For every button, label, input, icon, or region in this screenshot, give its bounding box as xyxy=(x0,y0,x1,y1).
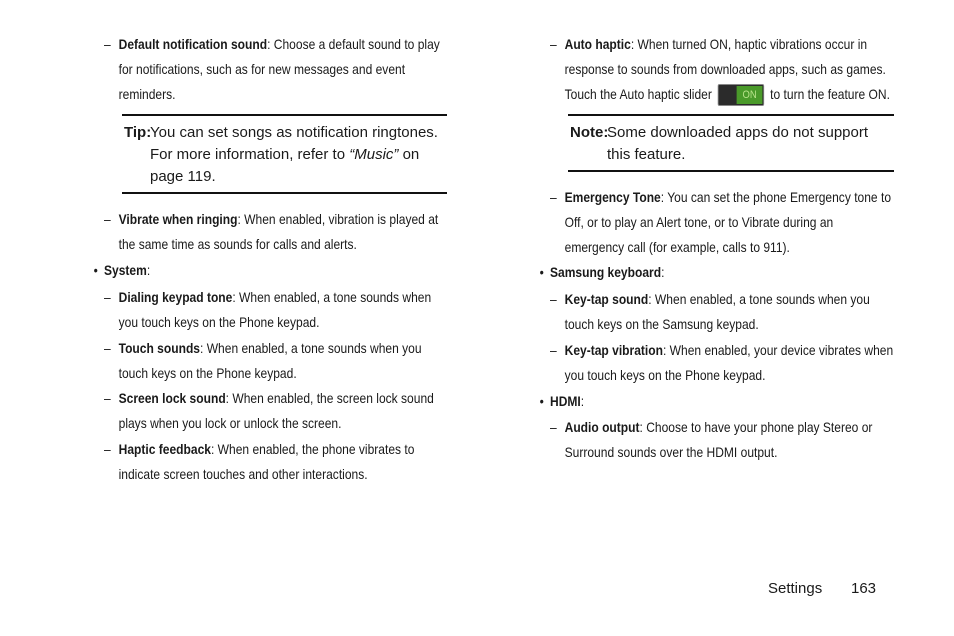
item-term: Key-tap sound xyxy=(564,291,649,307)
item-term: Touch sounds xyxy=(118,340,200,356)
list-item-auto-haptic xyxy=(550,32,896,107)
toggle-on-knob: ON xyxy=(737,86,763,104)
list-item-key-tap-vibration xyxy=(550,338,896,388)
item-description: : xyxy=(146,262,151,278)
note-box xyxy=(568,114,894,172)
item-description: : When enabled, a tone sounds when you touch keys on the Phone keypad. xyxy=(118,289,432,330)
dash-marker: – xyxy=(104,211,111,227)
dash-marker: – xyxy=(550,189,557,205)
list-item-key-tap-sound xyxy=(550,287,896,337)
bullet-marker: • xyxy=(539,393,544,409)
list-item-audio-output xyxy=(550,415,896,465)
dash-marker: – xyxy=(550,36,557,52)
item-term: HDMI xyxy=(550,393,581,409)
item-description: : You can set the phone Emergency tone to Off, or to play an Alert tone, or to Vibrate during an emergency call (for example, calls to 911). xyxy=(564,189,892,255)
list-item-default-notification-sound xyxy=(104,32,450,107)
item-description: : When enabled, vibration is played at the same time as sounds for calls and alerts. xyxy=(118,211,439,252)
item-description: : xyxy=(580,393,585,409)
item-term: Haptic feedback xyxy=(118,441,211,457)
item-term: System xyxy=(104,262,147,278)
note-label: Note: xyxy=(570,124,609,141)
list-item-dialing-keypad-tone xyxy=(104,285,450,335)
auto-haptic-toggle[interactable] xyxy=(718,84,764,106)
list-item-system xyxy=(93,258,402,283)
list-item-emergency-tone xyxy=(550,185,896,260)
tip-label: Tip: xyxy=(124,124,152,141)
item-term: Screen lock sound xyxy=(118,390,226,406)
list-item-screen-lock-sound xyxy=(104,386,450,436)
dash-marker: – xyxy=(550,419,557,435)
item-term: Samsung keyboard xyxy=(550,264,662,280)
dash-marker: – xyxy=(104,441,111,457)
list-item-haptic-feedback xyxy=(104,437,450,487)
item-description: : When turned ON, haptic vibrations occur in response to sounds from downloaded apps, such as games. Touch the Auto haptic slider xyxy=(564,36,886,102)
item-description: : Choose to have your phone play Stereo or Surround sounds over the HDMI output. xyxy=(564,419,873,460)
item-description: : When enabled, your device vibrates when you touch keys on the Phone keypad. xyxy=(564,342,894,383)
item-term: Key-tap vibration xyxy=(564,342,663,358)
list-item-touch-sounds xyxy=(104,336,450,386)
footer-section-name: Settings xyxy=(768,580,823,597)
tip-box xyxy=(122,114,447,194)
list-item-hdmi xyxy=(539,389,848,414)
item-description: : When enabled, the screen lock sound plays when you lock or unlock the screen. xyxy=(118,390,434,431)
tip-link-music[interactable]: “Music” xyxy=(349,146,399,163)
tip-text: You can set songs as notification ringtones. For more information, refer to xyxy=(150,124,438,163)
item-term: Auto haptic xyxy=(564,36,631,52)
bullet-marker: • xyxy=(93,262,98,278)
dash-marker: – xyxy=(104,289,111,305)
list-item-vibrate-when-ringing xyxy=(104,207,450,257)
footer-page-number: 163 xyxy=(851,580,877,597)
item-description: : When enabled, the phone vibrates to indicate screen touches and other interactions. xyxy=(118,441,415,482)
item-description: : When enabled, a tone sounds when you touch keys on the Samsung keypad. xyxy=(564,291,870,332)
dash-marker: – xyxy=(104,36,111,52)
dash-marker: – xyxy=(104,340,111,356)
tip-text-after: on page 119. xyxy=(150,146,420,185)
note-text: Some downloaded apps do not support this feature. xyxy=(607,124,869,163)
item-term: Emergency Tone xyxy=(564,189,661,205)
item-term: Vibrate when ringing xyxy=(118,211,238,227)
item-term: Default notification sound xyxy=(118,36,268,52)
item-description-after: to turn the feature ON. xyxy=(766,86,890,102)
item-term: Dialing keypad tone xyxy=(118,289,233,305)
dash-marker: – xyxy=(104,390,111,406)
bullet-marker: • xyxy=(539,264,544,280)
item-description: : xyxy=(661,264,665,280)
item-term: Audio output xyxy=(564,419,640,435)
item-description: : Choose a default sound to play for notifications, such as for new messages and event reminders. xyxy=(118,36,440,102)
dash-marker: – xyxy=(550,291,557,307)
list-item-samsung-keyboard xyxy=(539,260,848,285)
item-description: : When enabled, a tone sounds when you touch keys on the Phone keypad. xyxy=(118,340,422,381)
dash-marker: – xyxy=(550,342,557,358)
